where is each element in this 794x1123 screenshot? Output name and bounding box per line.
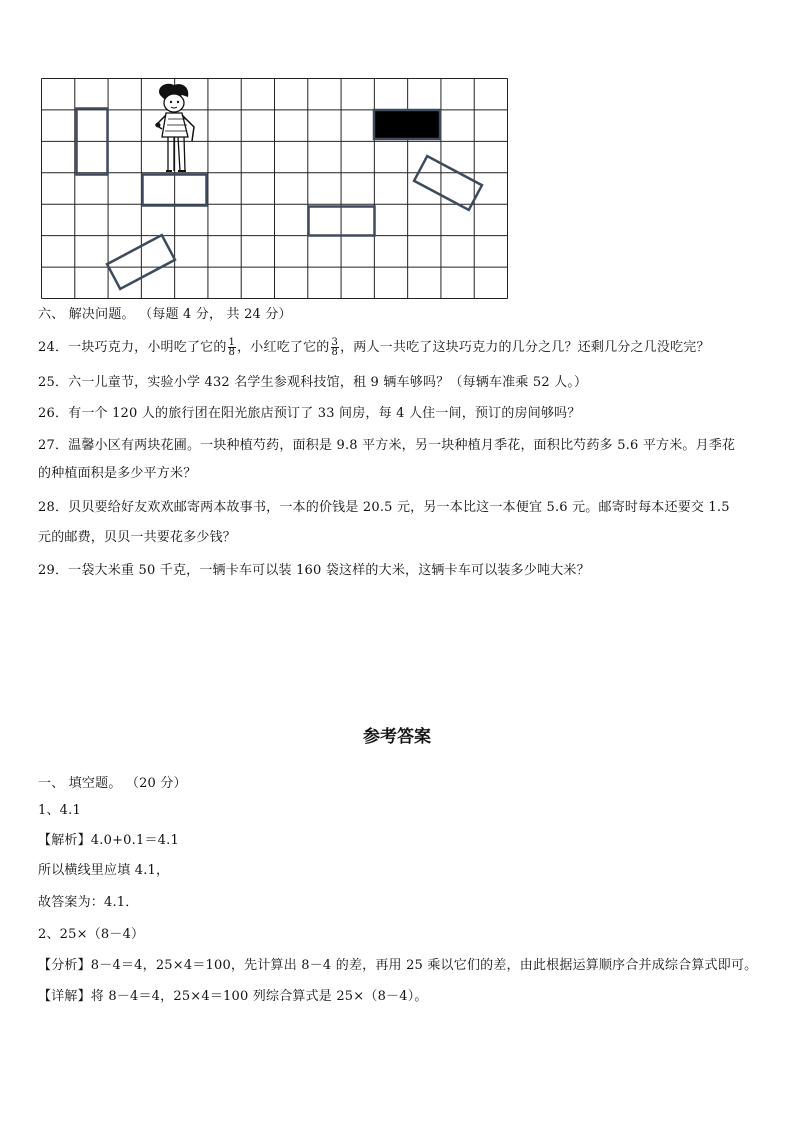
answer-1-analysis: 【解析】4.0+0.1＝4.1 — [38, 833, 179, 848]
answers-title: 参考答案 — [363, 727, 431, 747]
fraction-three-eighths: $\frac{3}{8}$ — [331, 337, 339, 358]
tilted-rectangle-right — [414, 156, 482, 210]
question-27-line1: 27．温馨小区有两块花圃。一块种植芍药，面积是 9.8 平方米，另一块种植月季花，面积比芍药多 5.6 平方米。月季花 — [38, 438, 736, 453]
section-heading: 六、 解决问题。 （每题 4 分， 共 24 分） — [38, 307, 292, 322]
question-28-line2: 元的邮费，贝贝一共要花多少钱？ — [38, 530, 237, 545]
answer-1-number: 1、4.1 — [38, 803, 81, 818]
answer-1-line3: 故答案为：4.1． — [38, 895, 139, 910]
question-27-line2: 的种植面积是多少平方米？ — [38, 466, 197, 481]
question-29: 29．一袋大米重 50 千克，一辆卡车可以装 160 袋这样的大米，这辆卡车可以装多少吨大米？ — [38, 563, 590, 578]
answer-2-analysis: 【分析】8－4＝4，25×4＝100，先计算出 8－4 的差，再用 25 乘以它们的差，由此根据运算顺序合并成综合算式即可。 — [38, 958, 758, 973]
fraction-one-eighth: $\frac{1}{8}$ — [228, 337, 236, 358]
question-25: 25．六一儿童节，实验小学 432 名学生参观科技馆，租 9 辆车够吗？（每辆车准乘 52 人。） — [38, 375, 588, 390]
answer-2-number: 2、25×（8－4） — [38, 927, 145, 942]
answer-1-line2: 所以横线里应填 4.1， — [38, 863, 170, 878]
question-28-line1: 28．贝贝要给好友欢欢邮寄两本故事书，一本的价钱是 20.5 元，另一本比这一本便宜 5.6 元。邮寄时每本还要交 1.5 — [38, 500, 730, 515]
filled-rectangle — [374, 110, 440, 139]
q24-text-after: ，两人一共吃了这块巧克力的几分之几？还剩几分之几没吃完？ — [340, 340, 710, 355]
question-24 — [38, 338, 710, 357]
question-26: 26．有一个 120 人的旅行团在阳光旅店预订了 33 间房，每 4 人住一间，预订的房间够吗？ — [38, 406, 581, 421]
answer-2-detail: 【详解】将 8－4＝4，25×4＝100 列综合算式是 25×（8－4）。 — [38, 989, 428, 1004]
answers-section-heading: 一、 填空题。 （20 分） — [38, 776, 187, 791]
q24-text-middle: ，小红吃了它的 — [237, 340, 330, 355]
grid-figure — [40, 77, 510, 301]
q24-text-before: 24．一块巧克力，小明吃了它的 — [38, 340, 227, 355]
